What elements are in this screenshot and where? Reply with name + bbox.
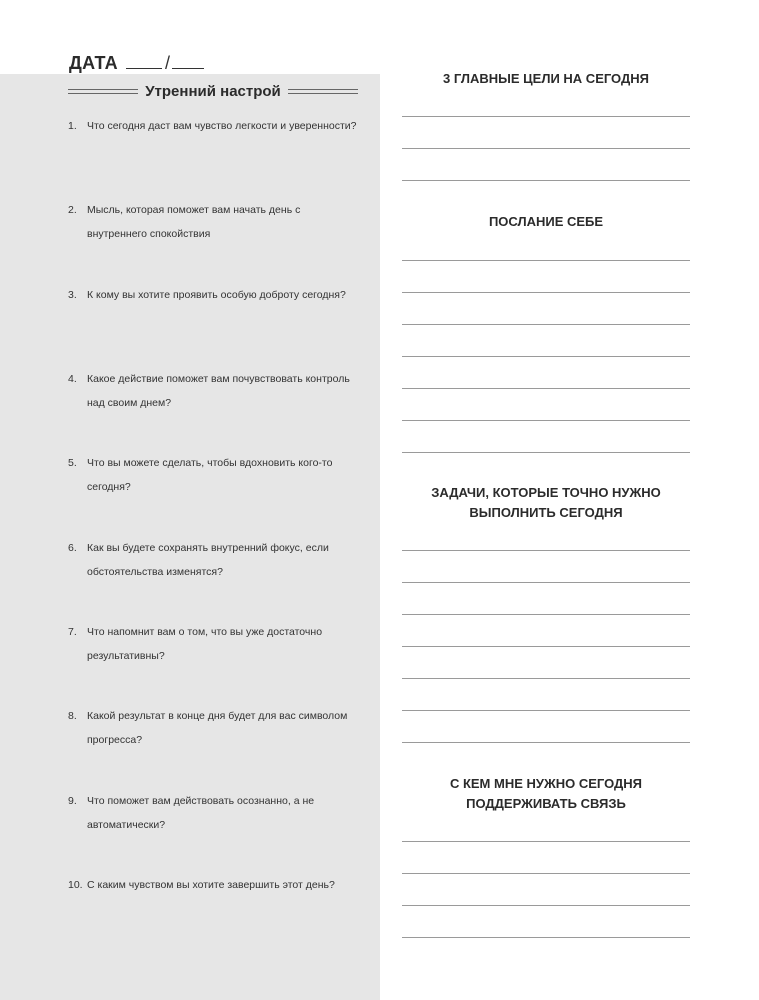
question-10 bbox=[68, 873, 360, 897]
question-text: Какой результат в конце дня будет для вас символом прогресса? bbox=[87, 710, 348, 746]
connect-line[interactable] bbox=[402, 873, 690, 874]
tasks-line[interactable] bbox=[402, 550, 690, 551]
tasks-heading bbox=[400, 483, 692, 523]
question-number: 6. bbox=[68, 542, 77, 554]
question-1 bbox=[68, 114, 360, 138]
question-number: 4. bbox=[68, 373, 77, 385]
question-9 bbox=[68, 789, 360, 837]
connect-heading bbox=[400, 774, 692, 814]
question-number: 1. bbox=[68, 120, 77, 132]
question-number: 9. bbox=[68, 795, 77, 807]
message-heading: ПОСЛАНИЕ СЕБЕ bbox=[488, 214, 604, 229]
tasks-line[interactable] bbox=[402, 646, 690, 647]
question-5 bbox=[68, 451, 360, 499]
date-month-blank[interactable] bbox=[172, 67, 204, 69]
question-text: Какое действие поможет вам почувствовать контроль над своим днем? bbox=[87, 373, 350, 409]
goals-line[interactable] bbox=[402, 116, 690, 117]
question-text: Мысль, которая поможет вам начать день с внутреннего спокойствия bbox=[87, 204, 301, 240]
tasks-line[interactable] bbox=[402, 678, 690, 679]
question-text: Как вы будете сохранять внутренний фокус, если обстоятельства изменятся? bbox=[87, 542, 329, 578]
question-number: 2. bbox=[68, 204, 77, 216]
connect-line[interactable] bbox=[402, 841, 690, 842]
question-number: 10. bbox=[68, 879, 83, 891]
tasks-line[interactable] bbox=[402, 582, 690, 583]
question-text: Что напомнит вам о том, что вы уже достаточно результативны? bbox=[87, 626, 323, 662]
message-line[interactable] bbox=[402, 260, 690, 261]
message-line[interactable] bbox=[402, 292, 690, 293]
message-line[interactable] bbox=[402, 420, 690, 421]
question-text: Что поможет вам действовать осознанно, а не автоматически? bbox=[87, 795, 315, 831]
question-6 bbox=[68, 536, 360, 584]
morning-section-title bbox=[68, 81, 358, 101]
connect-line[interactable] bbox=[402, 937, 690, 938]
question-8 bbox=[68, 704, 360, 752]
tasks-heading-line-2: ВЫПОЛНИТЬ СЕГОДНЯ bbox=[469, 505, 623, 520]
question-text: К кому вы хотите проявить особую доброту сегодня? bbox=[87, 289, 346, 301]
question-text: С каким чувством вы хотите завершить этот день? bbox=[87, 879, 335, 891]
goals-heading: 3 ГЛАВНЫЕ ЦЕЛИ НА СЕГОДНЯ bbox=[442, 71, 649, 86]
message-line[interactable] bbox=[402, 356, 690, 357]
morning-title: Утренний настрой bbox=[145, 82, 281, 100]
connect-line[interactable] bbox=[402, 905, 690, 906]
connect-heading-line-2: ПОДДЕРЖИВАТЬ СВЯЗЬ bbox=[466, 796, 626, 811]
tasks-line[interactable] bbox=[402, 710, 690, 711]
goals-line[interactable] bbox=[402, 180, 690, 181]
tasks-line[interactable] bbox=[402, 614, 690, 615]
title-rule-right bbox=[288, 89, 358, 94]
message-line[interactable] bbox=[402, 324, 690, 325]
message-line[interactable] bbox=[402, 452, 690, 453]
question-number: 5. bbox=[68, 457, 77, 469]
date-header bbox=[69, 50, 204, 72]
title-rule-left bbox=[68, 89, 138, 94]
tasks-heading-line-1: ЗАДАЧИ, КОТОРЫЕ ТОЧНО НУЖНО bbox=[431, 485, 661, 500]
tasks-line[interactable] bbox=[402, 742, 690, 743]
connect-heading-line-1: С КЕМ МНЕ НУЖНО СЕГОДНЯ bbox=[449, 776, 643, 791]
goals-line[interactable] bbox=[402, 148, 690, 149]
question-number: 8. bbox=[68, 710, 77, 722]
question-4 bbox=[68, 367, 360, 415]
question-text: Что вы можете сделать, чтобы вдохновить кого-то сегодня? bbox=[87, 457, 333, 493]
question-number: 7. bbox=[68, 626, 77, 638]
message-line[interactable] bbox=[402, 388, 690, 389]
question-7 bbox=[68, 620, 360, 668]
question-3 bbox=[68, 283, 360, 307]
date-separator: / bbox=[165, 53, 171, 73]
question-2 bbox=[68, 198, 360, 246]
question-text: Что сегодня даст вам чувство легкости и уверенности? bbox=[87, 120, 357, 132]
question-number: 3. bbox=[68, 289, 77, 301]
date-day-blank[interactable] bbox=[126, 67, 162, 69]
date-label: ДАТА bbox=[69, 53, 118, 73]
